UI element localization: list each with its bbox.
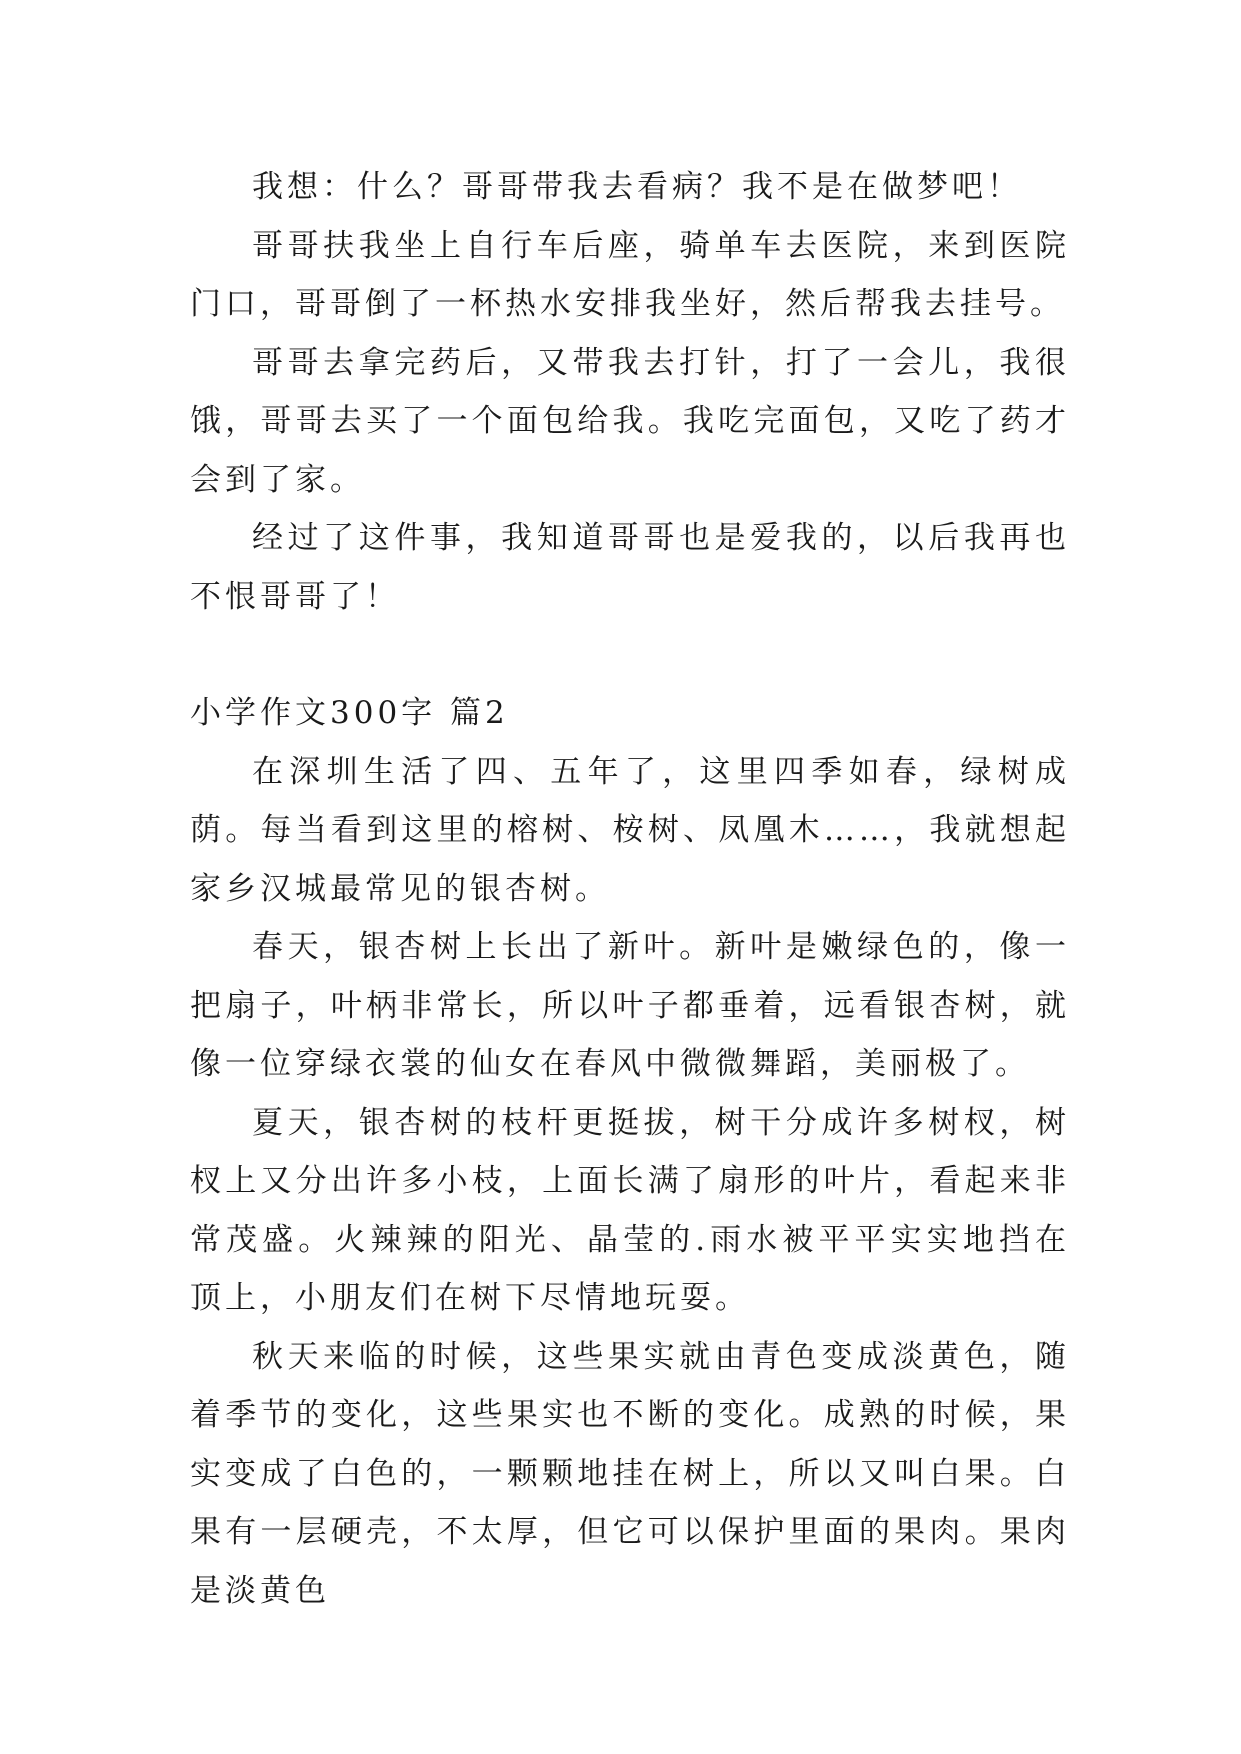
paragraph: 我想：什么？哥哥带我去看病？我不是在做梦吧！ xyxy=(252,169,1022,205)
paragraph: 春天，银杏树上长出了新叶。新叶是嫩绿色的，像一把扇子，叶柄非常长，所以叶子都垂着，远看银杏树，就像一位穿绿衣裳的仙女在春风中微微舞蹈，美丽极了。 xyxy=(190,929,1070,1082)
paragraph: 哥哥扶我坐上自行车后座，骑单车去医院，来到医院门口，哥哥倒了一杯热水安排我坐好，然后帮我去挂号。 xyxy=(190,227,1070,322)
document-body xyxy=(190,158,1070,1620)
paragraph: 夏天，银杏树的枝杆更挺拔，树干分成许多树杈，树杈上又分出许多小枝，上面长满了扇形的叶片，看起来非常茂盛。火辣辣的阳光、晶莹的.雨水被平平实实地挡在顶上，小朋友们在树下尽情地玩耍。 xyxy=(190,1104,1070,1316)
paragraph: 在深圳生活了四、五年了，这里四季如春，绿树成荫。每当看到这里的榕树、桉树、凤凰木……，我就想起家乡汉城最常见的银杏树。 xyxy=(190,753,1070,907)
paragraph: 秋天来临的时候，这些果实就由青色变成淡黄色，随着季节的变化，这些果实也不断的变化。成熟的时候，果实变成了白色的，一颗颗地挂在树上，所以又叫白果。白果有一层硬壳，不太厚，但它可以保护里面的果肉。果肉是淡黄色 xyxy=(190,1338,1070,1609)
section-heading: 小学作文300字 篇2 xyxy=(190,695,509,731)
paragraph: 经过了这件事，我知道哥哥也是爱我的，以后我再也不恨哥哥了！ xyxy=(190,520,1070,615)
paragraph: 哥哥去拿完药后，又带我去打针，打了一会儿，我很饿，哥哥去买了一个面包给我。我吃完面包，又吃了药才会到了家。 xyxy=(190,344,1070,498)
